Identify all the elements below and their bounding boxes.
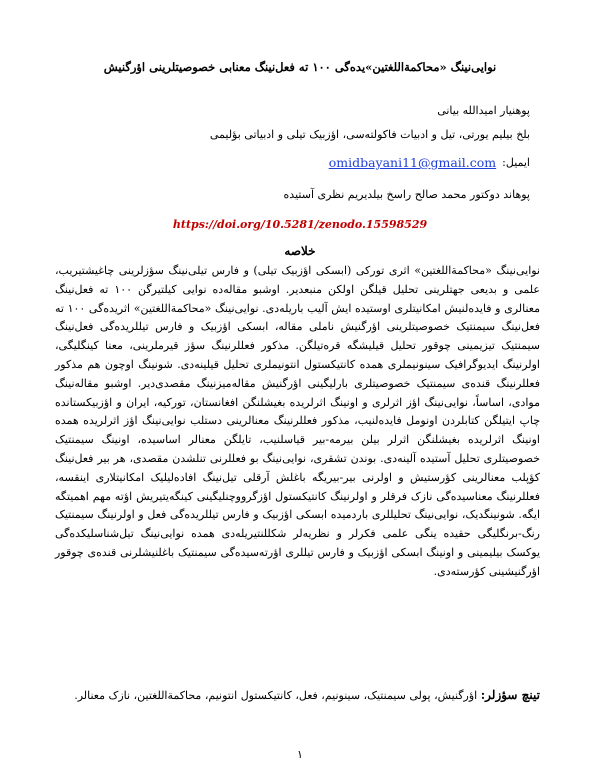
page-number: ١ bbox=[297, 748, 303, 761]
abstract-paragraph: نوایی‌نینگ «محاکمةاللغتین» اثری تورکی (ابسکی اؤزبیک تیلی) و فارس تیلی‌نینگ سؤزلرینی چاغیشتیریب، علمی و بدیعی جهتلرینی تحلیل قیلگن اولکن منبعدیر. اوشبو مقاله‌ده نوایی کیلتیرگن ۱۰۰ ته فعل‌نینگ معنالری و فایده‌لنیش امکانیتلری اوستیده ایش آلیب باریله‌دی. نوایی‌نینگ «محاکمةاللغتین» اثریده‌گی ۱۰۰ ته فعل‌نینگ سیمنتیک خصوصیتلرینی اؤرگنیش ناملی مقاله، ابسکی اؤزبیک و فارس تیللریده‌گی فعل‌نینگ سیمنتیک تیزیمینی چوقور تحلیل قیلیشگه قره‌تیلگن. مذکور فعللرنینگ سؤز قیرملرینی، معنا کینگلیگی، اولرنینگ ایدیوگرافیک سینونیملری همده کانتیکستول انتونیملری تحلیل قیلینه‌دی. شونینگ اوچون هم مذکور فعللرنینگ قنده‌ی سیمنتیک خصوصیتلری بارلیگینی اؤرگنیش مقاله‌میزنینگ مقصدی‌دیر. اوشبو مقاله‌نینگ موادی، اساساً، نوایی‌نینگ اؤز اثرلری و اونینگ اثرلریده بغیشلنگن افغانستان، تورکیه، ایران و اؤزبیکستانده چاپ ایتیلگن کتابلردن اونومل فایده‌لنیب، مذکور فعللرنینگ معنالرینی دستلب نوایی‌نینگ اؤز اثرلریده همده اونینگ اثرلریده بغیشلنگن اثرلر بیلن بیرمه-بیر قیاسلنیب، تایلگن معنالر اساسیده، اونینگ سیمنتیک خصوصیتلری تحلیل آستیده آلینه‌دی. بوندن تشقری، نوایی‌نینگ بو فعللرنی تنلشدن مقصدی، هر بیر فعل‌نینگ کؤپلب معنالرینی کؤرستیش و اولرنی بیر-بیریگه باغلش آرقلی تیل‌نینگ افاده‌لیلیک امکانیتلاری اینقسه، فعللرنینگ معناسیده‌گی نازک فرقلر و اولرنینگ کانتیکستول اؤزگرووچنلیگینی کینگه‌یتیریش اؤته مهم اهمیتگه ایگه. شونینگدیک، نوایی‌نینگ تحلیللری باردمیده ابسکی اؤزبیک و فارس تیللریده‌گی فعل و اولرنینگ سیمنتیک رنگ-برنگلیگی حقیده ینگی علمی فکرلر و نظریه‌لر شکللنتیریله‌دی همده نوایی‌نینگ تیل‌شناسلیکده‌گی یوکسک بیلیمینی و اونینگ ابسکی اؤزبیک و فارس تیللری اؤرته‌سیده‌گی سیمنتیک باغلنیشلرنی قنده‌ی چوقور اؤرگنیشینی کؤرسته‌دی. bbox=[55, 264, 540, 578]
keywords-list: اؤرگنیش، پولی سیمنتیک، سینونیم، فعل، کانتیکستول انتونیم، محاکمةاللغتین، نازک معنالر. bbox=[74, 689, 478, 702]
abstract-heading: خلاصه bbox=[284, 244, 316, 258]
email-line bbox=[60, 155, 530, 171]
abstract-body bbox=[55, 262, 540, 582]
supervisor: پوهاند دوکتور محمد صالح راسخ بیلدیریم نظری آستیده bbox=[283, 188, 530, 201]
email-label: ایمیل: bbox=[502, 156, 530, 169]
affiliation: بلخ بیلیم یورتی، تیل و ادبیات فاکولته‌سی، اؤزبیک تیلی و ادبیاتی بؤلیمی bbox=[209, 128, 530, 141]
doi-link[interactable]: https://doi.org/10.5281/zenodo.15598529 bbox=[172, 218, 428, 231]
keywords-line bbox=[55, 686, 540, 705]
author-name: پوهنیار امیدالله بیانی bbox=[437, 104, 530, 117]
keywords-label: تینچ سؤزلر: bbox=[480, 688, 540, 702]
email-link[interactable]: omidbayani11@gmail.com bbox=[328, 155, 497, 170]
paper-title: نوایی‌نینگ «محاکمةاللغتین»یده‌گی ۱۰۰ ته فعل‌نینگ معنابی خصوصیتلرینی اؤرگنیش bbox=[103, 60, 497, 74]
